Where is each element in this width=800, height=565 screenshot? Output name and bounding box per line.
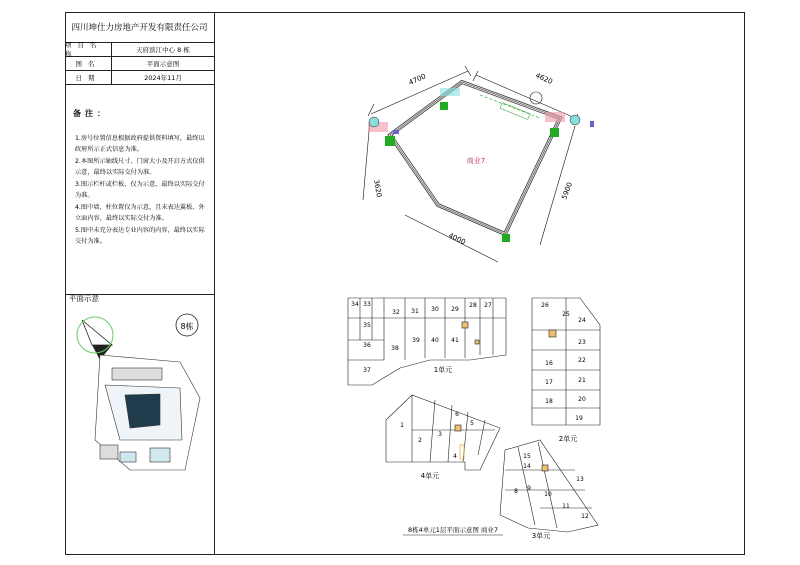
note-item: 1.房号位置信息根据政府提供资料填写，最终以政府所示正式信息为准。 xyxy=(75,135,205,153)
info-key: 项目名称 xyxy=(65,42,112,56)
note-item: 3.图示栏杆或栏板，仅为示意，最终以实际交付为准。 xyxy=(75,181,205,199)
room-label: 6 xyxy=(455,411,459,418)
room-label: 29 xyxy=(451,306,459,313)
dim-label: 5900 xyxy=(560,181,574,201)
info-value: 天府滨江中心 8 栋 xyxy=(136,45,190,54)
note-item: 4.图中墙、柱位置仅为示意，且未表达翼板、外立面内容，最终以实际交付为准。 xyxy=(75,204,205,222)
room-label: 14 xyxy=(523,463,531,470)
note-item: 5.图中未充分表达专业内容的内容，最终以实际交付为准。 xyxy=(75,227,205,245)
room-label: 1 xyxy=(400,422,404,429)
room-label: 41 xyxy=(451,337,459,344)
notes-title: 备注： xyxy=(73,109,109,118)
info-value: 2024年11月 xyxy=(144,73,182,82)
room-label: 28 xyxy=(469,302,477,309)
room-label: 17 xyxy=(545,379,553,386)
room-label: 26 xyxy=(541,302,549,309)
room-label: 2 xyxy=(418,437,422,444)
location-title: 平面示意 xyxy=(69,294,99,303)
room-label: 30 xyxy=(431,306,439,313)
room-label: 20 xyxy=(578,396,586,403)
room-label: 3 xyxy=(438,431,442,438)
room-label: 15 xyxy=(523,453,531,460)
key-plan-unit-4 xyxy=(386,395,500,470)
building-badge-label: 8栋 xyxy=(180,322,194,331)
note-item: 2.本图所示轴线尺寸、门窗大小及开启方式仅供示意，最终以实际交付为准。 xyxy=(75,158,205,176)
room-label: 40 xyxy=(431,337,439,344)
room-label: 33 xyxy=(363,301,371,308)
room-label: 11 xyxy=(562,503,570,510)
room-label: 10 xyxy=(544,491,552,498)
info-key: 图名 xyxy=(65,56,112,70)
room-label: 38 xyxy=(391,345,399,352)
room-label: 8 xyxy=(514,488,518,495)
unit-name: 商业7 xyxy=(466,157,486,165)
room-label: 16 xyxy=(545,360,553,367)
info-value: 平面示意图 xyxy=(146,59,180,68)
building-badge xyxy=(176,314,198,336)
room-label: 39 xyxy=(412,337,420,344)
unit-label: 2单元 xyxy=(558,435,578,443)
unit-label: 4单元 xyxy=(420,472,440,480)
unit-label: 3单元 xyxy=(531,532,551,540)
unit-label: 1单元 xyxy=(433,366,453,374)
room-label: 21 xyxy=(578,377,586,384)
room-label: 37 xyxy=(363,367,371,374)
room-label: 5 xyxy=(470,420,474,427)
key-plan-unit-1 xyxy=(348,298,506,385)
room-label: 18 xyxy=(545,398,553,405)
room-label: 19 xyxy=(575,415,583,422)
unit-plan xyxy=(363,66,594,262)
room-label: 22 xyxy=(578,357,586,364)
compass-icon xyxy=(77,317,113,360)
key-plan-caption: 8栋4单元1层平面示意图 商业7 xyxy=(407,526,499,534)
info-key: 日期 xyxy=(65,70,112,84)
room-label: 9 xyxy=(527,485,531,492)
room-label: 25 xyxy=(562,311,570,318)
room-label: 32 xyxy=(392,309,400,316)
room-label: 23 xyxy=(578,339,586,346)
dim-label: 3620 xyxy=(372,178,384,198)
site-map xyxy=(95,355,200,470)
room-label: 12 xyxy=(581,513,589,520)
dim-label: 4000 xyxy=(447,231,467,247)
room-label: 34 xyxy=(351,301,359,308)
room-label: 4 xyxy=(453,453,457,460)
room-label: 27 xyxy=(484,302,492,309)
room-label: 35 xyxy=(363,322,371,329)
room-label: 13 xyxy=(576,476,584,483)
company-name: 四川坤仕力房地产开发有限责任公司 xyxy=(65,12,214,43)
dim-label: 4620 xyxy=(534,71,554,87)
dim-label: 4700 xyxy=(407,72,428,87)
room-label: 24 xyxy=(578,317,586,324)
room-label: 31 xyxy=(411,308,419,315)
room-label: 36 xyxy=(363,342,371,349)
